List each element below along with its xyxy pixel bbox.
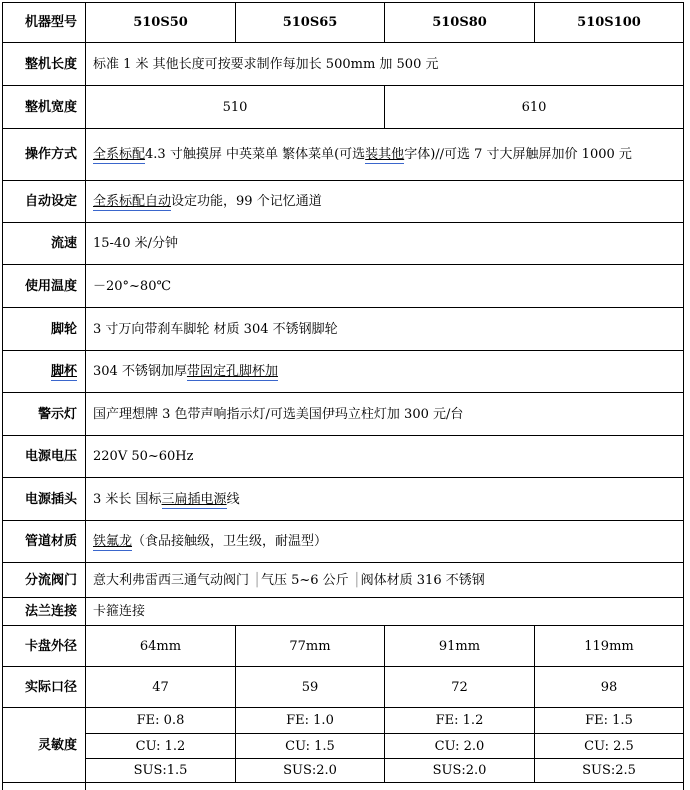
sensitivity-value-1-2: CU: 2.0	[385, 734, 535, 759]
text-segment: │	[352, 572, 361, 588]
sensitivity-value-1-1: CU: 1.5	[236, 734, 385, 759]
row-label-auto-setting	[3, 181, 86, 223]
row-label-pipe-material	[3, 521, 86, 563]
row-label-actual-caliber	[3, 667, 86, 708]
row-label-overall-length	[3, 43, 86, 86]
row-label-overall-width	[3, 86, 86, 129]
row-label-text: 整机长度	[24, 56, 77, 72]
row-label-text: 实际口径	[24, 679, 77, 695]
row-label-text: 脚杯	[50, 364, 77, 379]
pipe-material-value	[86, 521, 684, 563]
sensitivity-value-2-1: SUS:2.0	[236, 759, 385, 783]
row-label-text: 脚轮	[50, 321, 77, 337]
text-segment: 304 不锈钢加厚	[93, 364, 187, 379]
row-label-text: 整机宽度	[24, 99, 77, 115]
overall-width-value-0: 510	[86, 86, 385, 129]
table-row-warning-light	[3, 393, 684, 436]
table-row-operating-temperature	[3, 265, 684, 308]
partial-row-value-cell	[86, 783, 684, 790]
chuck-outer-diameter-value-0: 64mm	[86, 626, 236, 667]
overall-length-value	[86, 43, 684, 86]
machine-model-value-2: 510S80	[385, 3, 535, 43]
underlined-text-segment: 装其他	[365, 147, 405, 162]
text-segment: 意大利弗雷西三通气动阀门	[93, 572, 254, 588]
table-row-overall-length	[3, 43, 684, 86]
row-label-power-voltage	[3, 436, 86, 478]
table-row-actual-caliber	[3, 667, 684, 708]
table-row-flow-speed	[3, 223, 684, 265]
row-label-chuck-outer-diameter	[3, 626, 86, 667]
underlined-text-segment: 铁氟龙	[93, 534, 133, 549]
row-label-flow-speed	[3, 223, 86, 265]
operating-temperature-value	[86, 265, 684, 308]
row-label-text: 法兰连接	[24, 604, 77, 619]
underlined-text-segment: 全系标配	[93, 147, 146, 162]
flow-speed-value	[86, 223, 684, 265]
row-label-text: 灵敏度	[37, 737, 77, 753]
sensitivity-value-2-3: SUS:2.5	[535, 759, 684, 783]
table-row-power-voltage	[3, 436, 684, 478]
machine-model-value-1: 510S65	[236, 3, 385, 43]
sensitivity-value-0-3: FE: 1.5	[535, 708, 684, 734]
sensitivity-value-0-0: FE: 0.8	[86, 708, 236, 734]
row-label-text: 操作方式	[24, 147, 77, 162]
flange-connection-value	[86, 598, 684, 626]
sensitivity-value-0-2: FE: 1.2	[385, 708, 535, 734]
text-segment: 标准 1 米 其他长度可按要求制作每加长 500mm 加 500 元	[93, 56, 439, 72]
table-row-operation-mode	[3, 129, 684, 181]
underlined-text-segment: 全系标配自动	[93, 194, 172, 209]
machine-model-value-3: 510S100	[535, 3, 684, 43]
chuck-outer-diameter-value-1: 77mm	[236, 626, 385, 667]
sensitivity-value-0-1: FE: 1.0	[236, 708, 385, 734]
sensitivity-value-2-2: SUS:2.0	[385, 759, 535, 783]
row-label-text: 流速	[50, 236, 77, 251]
table-row-sensitivity-1	[3, 734, 684, 759]
machine-model-value-0: 510S50	[86, 3, 236, 43]
actual-caliber-value-3: 98	[535, 667, 684, 708]
text-segment: 220V 50~60Hz	[93, 449, 194, 464]
power-plug-value	[86, 478, 684, 521]
sensitivity-value-1-3: CU: 2.5	[535, 734, 684, 759]
row-label-foot-cups	[3, 351, 86, 393]
text-segment: 3 寸万向带刹车脚轮 材质 304 不锈钢脚轮	[93, 321, 338, 337]
overall-width-value-1: 610	[385, 86, 684, 129]
row-label-diverter-valve	[3, 563, 86, 598]
row-label-operating-temperature	[3, 265, 86, 308]
row-label-power-plug	[3, 478, 86, 521]
text-segment: 字体)//可选 7 寸大屏触屏加价 1000 元	[404, 147, 632, 162]
text-segment: 线	[226, 491, 240, 507]
chuck-outer-diameter-value-3: 119mm	[535, 626, 684, 667]
table-row-power-plug	[3, 478, 684, 521]
text-segment: 卡箍连接	[93, 604, 146, 619]
row-label-text: 管道材质	[24, 534, 77, 549]
actual-caliber-value-1: 59	[236, 667, 385, 708]
text-segment: －20°~80℃	[93, 278, 172, 294]
row-label-text: 使用温度	[24, 278, 77, 294]
power-voltage-value	[86, 436, 684, 478]
text-segment: 15-40 米/分钟	[93, 236, 178, 251]
row-label-warning-light	[3, 393, 86, 436]
chuck-outer-diameter-value-2: 91mm	[385, 626, 535, 667]
actual-caliber-value-2: 72	[385, 667, 535, 708]
casters-value	[86, 308, 684, 351]
warning-light-value	[86, 393, 684, 436]
table-row-overall-width	[3, 86, 684, 129]
sensitivity-value-1-0: CU: 1.2	[86, 734, 236, 759]
auto-setting-value	[86, 181, 684, 223]
partial-row-label-cell	[3, 783, 86, 790]
row-label-machine-model	[3, 3, 86, 43]
underlined-text-segment: 三扁插电源	[161, 491, 227, 507]
text-segment: 3 米长 国标	[93, 491, 162, 507]
foot-cups-value	[86, 351, 684, 393]
table-row-diverter-valve	[3, 563, 684, 598]
row-label-text: 分流阀门	[24, 572, 77, 588]
row-label-casters	[3, 308, 86, 351]
table-row-sensitivity-0	[3, 708, 684, 734]
table-row-auto-setting	[3, 181, 684, 223]
text-segment: 气压 5~6 公斤	[260, 572, 353, 588]
actual-caliber-value-0: 47	[86, 667, 236, 708]
table-row-casters	[3, 308, 684, 351]
text-segment: │	[253, 572, 261, 588]
text-segment: （食品接触级，卫生级，耐温型）	[132, 534, 328, 549]
table-row-machine-model	[3, 3, 684, 43]
row-label-text: 电源插头	[24, 491, 77, 507]
text-segment: 国产理想牌 3 色带声响指示灯/可选美国伊玛立柱灯加 300 元/台	[93, 406, 464, 422]
spec-table-body	[3, 3, 684, 790]
underlined-text-segment: 带固定孔脚杯加	[186, 364, 278, 379]
row-label-text: 卡盘外径	[24, 638, 77, 654]
text-segment: 4.3 寸触摸屏 中英菜单 繁体菜单(可选	[145, 147, 366, 162]
row-label-operation-mode	[3, 129, 86, 181]
operation-mode-value	[86, 129, 684, 181]
diverter-valve-value	[86, 563, 684, 598]
table-row-pipe-material	[3, 521, 684, 563]
row-label-text: 电源电压	[24, 449, 77, 464]
table-row-sensitivity-2	[3, 759, 684, 783]
row-label-sensitivity	[3, 708, 86, 783]
spec-table	[2, 2, 684, 790]
row-label-text: 警示灯	[37, 406, 77, 422]
table-row-partial	[3, 783, 684, 790]
text-segment: 设定功能，99 个记忆通道	[171, 194, 322, 209]
sensitivity-value-2-0: SUS:1.5	[86, 759, 236, 783]
table-row-foot-cups	[3, 351, 684, 393]
text-segment: 阀体材质 316 不锈钢	[360, 572, 485, 588]
table-row-chuck-outer-diameter	[3, 626, 684, 667]
row-label-text: 机器型号	[24, 15, 77, 30]
table-row-flange-connection	[3, 598, 684, 626]
row-label-flange-connection	[3, 598, 86, 626]
row-label-text: 自动设定	[24, 194, 77, 209]
